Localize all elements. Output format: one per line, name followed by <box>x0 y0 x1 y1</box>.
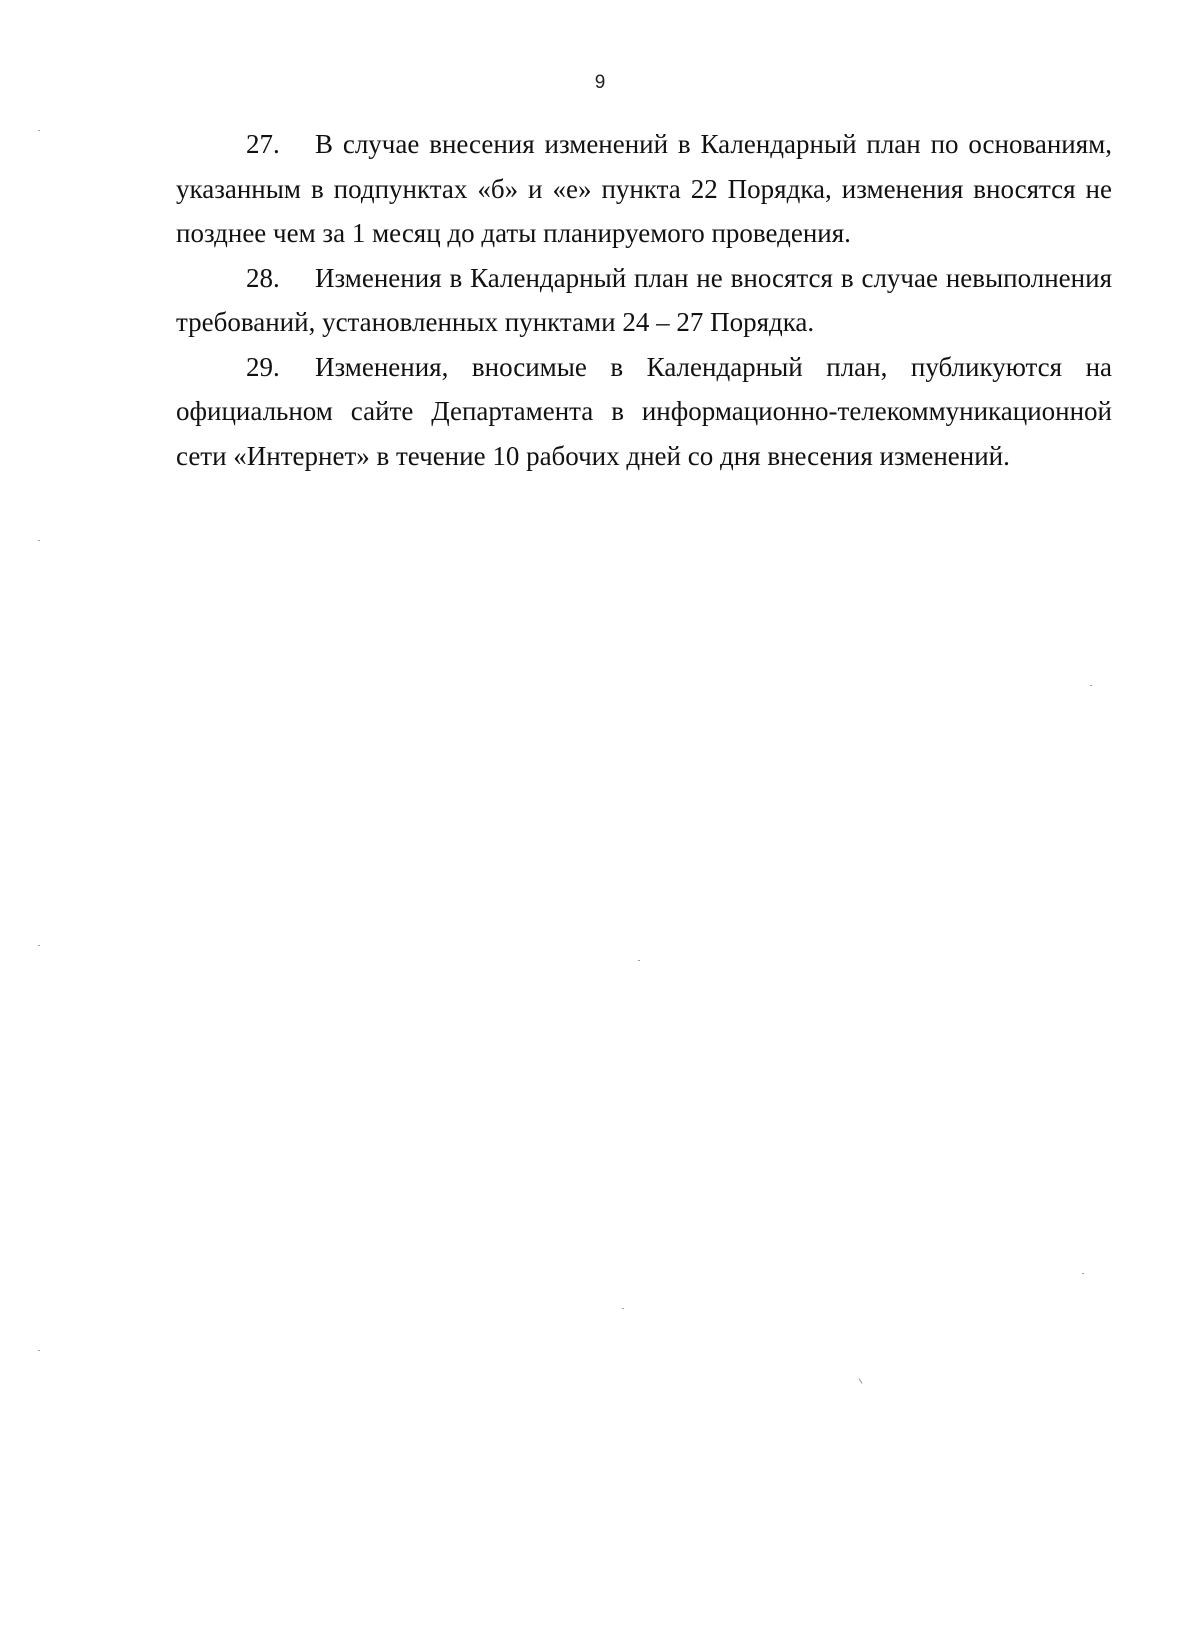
scan-speck <box>1082 1273 1084 1274</box>
paragraph-29 <box>176 345 1112 479</box>
scan-speck <box>38 1350 40 1351</box>
page-number: 9 <box>594 72 606 93</box>
paragraph-text: Изменения в Календарный план не вносятся в случае невыполнения требований, установленных пунктами 24 – 27 Порядка. <box>176 262 1112 337</box>
paragraph-text: В случае внесения изменений в Календарный план по основаниям, указанным в подпунктах «б» и «е» пункта 22 Порядка, изменения вносятся не позднее чем за 1 месяц до даты планируемого проведения. <box>176 129 1112 248</box>
scan-speck <box>38 130 40 131</box>
scan-speck <box>38 540 40 541</box>
scan-speck <box>622 1308 624 1309</box>
scan-speck <box>1090 685 1092 686</box>
scan-speck <box>638 960 640 961</box>
paragraph-text: Изменения, вносимые в Календарный план, публикуются на официальном сайте Департамента в информационно-телекоммуникационной сети «Интернет» в течение 10 рабочих дней со дня внесения изменений. <box>176 351 1112 471</box>
paragraph-number: 28. <box>246 262 280 293</box>
paragraph-27 <box>176 122 1112 256</box>
paragraph-number: 29. <box>246 351 280 382</box>
paragraph-number: 27. <box>246 129 280 159</box>
paragraph-28 <box>176 256 1112 345</box>
scan-speck <box>858 1378 862 1383</box>
scan-speck <box>38 945 40 946</box>
document-body <box>176 122 1112 478</box>
